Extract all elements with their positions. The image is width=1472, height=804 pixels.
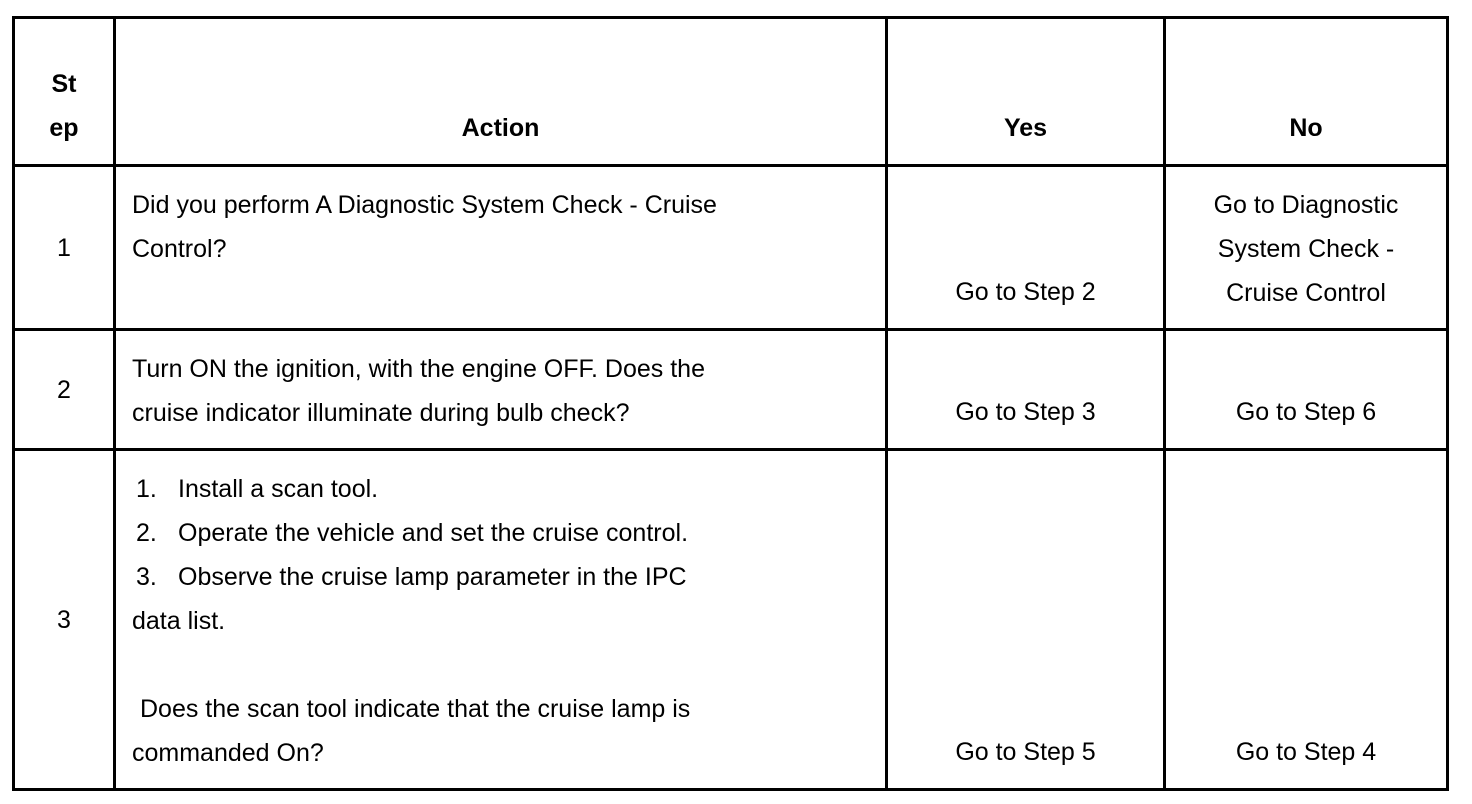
no-cell: Go to Step 4 [1165, 450, 1448, 790]
list-item [132, 467, 869, 511]
action-line: Did you perform A Diagnostic System Check - Cruise [132, 191, 717, 219]
yes-cell: Go to Step 5 [887, 450, 1165, 790]
header-row [14, 18, 1448, 166]
diagnostic-table [12, 16, 1449, 791]
list-number: 3. [136, 563, 157, 591]
step-number: 3 [14, 450, 115, 790]
table-row-step-1 [14, 166, 1448, 330]
yes-cell: Go to Step 3 [887, 330, 1165, 450]
header-yes: Yes [887, 18, 1165, 166]
table-row-step-3 [14, 450, 1448, 790]
action-cell [115, 450, 887, 790]
action-line: Turn ON the ignition, with the engine OFF. Does the [132, 355, 705, 383]
no-cell [1165, 166, 1448, 330]
list-number: 2. [136, 519, 157, 547]
step-number: 1 [14, 166, 115, 330]
no-line: Cruise Control [1226, 279, 1386, 307]
list-item [132, 511, 869, 555]
header-no: No [1165, 18, 1448, 166]
list-continuation: data list. [132, 607, 226, 635]
header-step [14, 18, 115, 166]
list-text: Operate the vehicle and set the cruise control. [178, 519, 689, 547]
list-text: Install a scan tool. [178, 475, 379, 503]
action-cell [115, 330, 887, 450]
action-line: Control? [132, 235, 227, 263]
no-line: System Check - [1217, 235, 1395, 263]
spacer [132, 643, 869, 687]
no-line: Go to Diagnostic [1213, 191, 1399, 219]
header-step-line2: ep [49, 114, 79, 142]
yes-cell: Go to Step 2 [887, 166, 1165, 330]
header-step-line1: St [51, 70, 77, 98]
header-action: Action [115, 18, 887, 166]
list-number: 1. [136, 475, 157, 503]
step-number: 2 [14, 330, 115, 450]
action-cell [115, 166, 887, 330]
list-text: Observe the cruise lamp parameter in the IPC [178, 563, 687, 591]
table-row-step-2 [14, 330, 1448, 450]
question-line: commanded On? [132, 739, 324, 767]
question-line: Does the scan tool indicate that the cruise lamp is [140, 695, 691, 723]
no-cell: Go to Step 6 [1165, 330, 1448, 450]
list-item [132, 555, 869, 599]
action-line: cruise indicator illuminate during bulb check? [132, 399, 630, 427]
